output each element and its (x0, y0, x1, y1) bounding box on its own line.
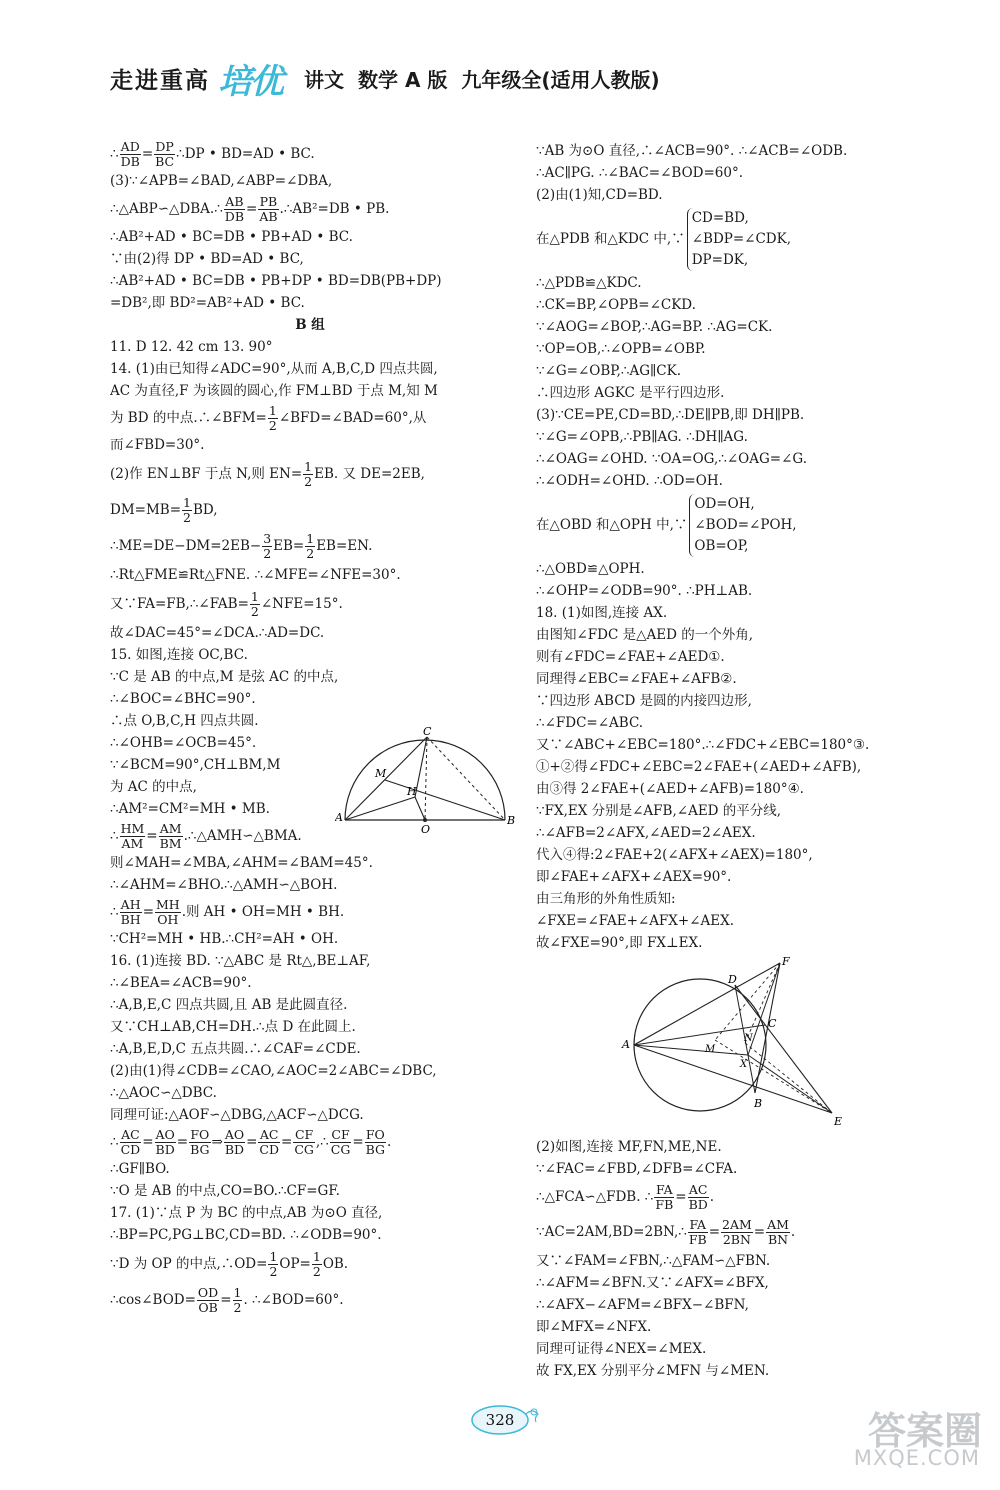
text-line: ∵∠G=∠OPB,∴PB∥AG. ∴DH∥AG. (536, 429, 748, 445)
text-line: ∵O 是 AB 的中点,CO=BO.∴CF=GF. (110, 1183, 340, 1199)
text-line: ∴cos∠BOD= $\frac{OD}{OB}$ = $\frac{1}{2}$ . ∴∠BOD=60°. (110, 1285, 344, 1315)
text-line: 又∵∠FAM=∠FBN,∴△FAM∽△FBN. (536, 1253, 771, 1269)
book-edition: 数学 A 版 (358, 67, 448, 92)
text-line: ∴ME=DE−DM=2EB− $\frac{3}{2}$ EB= $\frac{1}{2}$ EB=EN. (110, 531, 373, 561)
answers-11-13: 11. D 12. 42 cm 13. 90° (110, 339, 273, 355)
segment-co-dashed (425, 737, 427, 820)
text-line: ∴AM²=CM²=MH • MB. (110, 801, 270, 817)
text-line: ∴∠AFX−∠AFM=∠BFX−∠BFN, (536, 1297, 749, 1313)
text-line: ∴ $\frac{AD}{DB}$ = $\frac{DP}{BC}$ ∴DP • BD=AD • BC. (110, 139, 315, 169)
text-line: ∵∠FAC=∠FBD,∠DFB=∠CFA. (536, 1161, 738, 1177)
semicircle-figure (335, 725, 515, 835)
series-title: 走进重高 (110, 67, 210, 94)
text-line: ∴△ABP∽△DBA.∴ $\frac{AB}{DB}$ = $\frac{PB}{AB}$ .∴AB²=DB • PB. (110, 194, 390, 224)
text-line: ∴AB²+AD • BC=DB • PB+AD • BC. (110, 229, 353, 245)
label-e: E (834, 1115, 843, 1128)
label-o: O (421, 823, 431, 835)
text-line: ∴∠AFM=∠BFN.又∵∠AFX=∠BFX, (536, 1275, 769, 1291)
text-line: ∵∠AOG=∠BOP,∴AG=BP. ∴AG=CK. (536, 319, 773, 335)
text-line: ∴∠OHB=∠OCB=45°. (110, 735, 257, 751)
label-f: F (782, 955, 790, 968)
label-b: B (754, 1097, 763, 1110)
text-line: 则∠MAH=∠MBA,∠AHM=∠BAM=45°. (110, 855, 373, 871)
text-line: =DB²,即 BD²=AB²+AD • BC. (110, 295, 305, 311)
label-m: M (375, 767, 387, 780)
label-d: D (728, 973, 737, 986)
page-number: 328 (485, 1411, 515, 1429)
label-n: N (744, 1033, 753, 1044)
segment-af (634, 963, 780, 1045)
text-line: ∴∠AFB=2∠AFX,∠AED=2∠AEX. (536, 825, 756, 841)
text-line: 又∵∠ABC+∠EBC=180°.∴∠FDC+∠EBC=180°③. (536, 737, 870, 753)
watermark-url: MXQE.COM (853, 1446, 980, 1470)
text-line: ∴Rt△FME≌Rt△FNE. ∴∠MFE=∠NFE=30°. (110, 567, 401, 583)
text-line: 代入④得:2∠FAE+2(∠AFX+∠AEX)=180°, (536, 847, 813, 863)
group-heading: B 组 (295, 317, 325, 333)
text-line: 16. (1)连接 BD. ∵△ABC 是 Rt△,BE⊥AF, (110, 953, 371, 969)
text-line: 由三角形的外角性质知: (536, 891, 676, 907)
text-line: 同理可证:△AOF∽△DBG,△ACF∽△DCG. (110, 1107, 364, 1123)
text-line: ∵CH²=MH • HB.∴CH²=AH • OH. (110, 931, 339, 947)
text-line: ∵OP=OB,∴∠OPB=∠OBP. (536, 341, 706, 357)
text-line: ∵由(2)得 DP • BD=AD • BC, (110, 251, 304, 267)
text-line: (2)由(1)知,CD=BD. (536, 187, 663, 203)
label-m: M (705, 1044, 716, 1055)
text-line: ∴ $\frac{HM}{AM}$ = $\frac{AM}{BM}$ .∴△AMH∽△BMA. (110, 821, 302, 851)
text-line: ∴∠AHM=∠BHO.∴△AMH∽△BOH. (110, 877, 338, 893)
series-logo: 培优 (218, 61, 282, 102)
text-line: 同理可证得∠NEX=∠MEX. (536, 1341, 707, 1357)
text-line: 故∠FXE=90°,即 FX⊥EX. (536, 935, 703, 951)
text-line: ①+②得∠FDC+∠EBC=2∠FAE+(∠AED+∠AFB), (536, 759, 862, 775)
text-line: ∴ $\frac{AH}{BH}$ = $\frac{MH}{OH}$ .则 AH • OH=MH • BH. (110, 897, 345, 927)
text-line: ∴∠BOC=∠BHC=90°. (110, 691, 256, 707)
text-line: ∵FX,EX 分别是∠AFB,∠AED 的平分线, (536, 803, 782, 819)
label-c: C (423, 725, 432, 738)
segment-bm (385, 780, 505, 820)
text-line: 而∠FBD=30°. (110, 437, 205, 453)
text-line: ∴∠FDC=∠ABC. (536, 715, 644, 731)
text-line: 则有∠FDC=∠FAE+∠AED①. (536, 649, 725, 665)
text-line: 14. (1)由已知得∠ADC=90°,从而 A,B,C,D 四点共圆, (110, 361, 438, 377)
text-line: 同理得∠EBC=∠FAE+∠AFB②. (536, 671, 737, 687)
point-o (423, 818, 427, 822)
page-header (110, 58, 660, 102)
text-line: ∴∠OAG=∠OHD. ∵OA=OG,∴∠OAG=∠G. (536, 451, 807, 467)
text-line: AC 为直径,F 为该圆的圆心,作 FM⊥BD 于点 M,知 M (110, 383, 438, 399)
text-line: ∴A,B,E,D,C 五点共圆.∴∠CAF=∠CDE. (110, 1041, 361, 1057)
segment-ah (345, 797, 415, 820)
text-line: ∴△OBD≌△OPH. (536, 561, 645, 577)
text-line: ∴AC∥PG. ∴∠BAC=∠BOD=60°. (536, 165, 743, 181)
book-type: 讲文 (304, 67, 344, 92)
text-line: 即∠FAE+∠AFX+∠AEX=90°. (536, 869, 732, 885)
text-line: 即∠MFX=∠NFX. (536, 1319, 652, 1335)
segment-ho (415, 797, 425, 820)
label-a: A (622, 1038, 630, 1051)
text-line: ∴∠OHP=∠ODB=90°. ∴PH⊥AB. (536, 583, 753, 599)
text-line: DM=MB= $\frac{1}{2}$ BD, (110, 495, 218, 525)
label-x: X (740, 1059, 748, 1070)
text-line: ∵AC=2AM,BD=2BN,∴ $\frac{FA}{FB}$ = $\frac{2AM}{2BN}$ = $\frac{AM}{BN}$ . (536, 1217, 796, 1247)
text-line: ∴△AOC∽△DBC. (110, 1085, 217, 1101)
text-line: ∴AB²+AD • BC=DB • PB+DP • BD=DB(PB+DP) (110, 273, 442, 289)
text-line: (2)由(1)得∠CDB=∠CAO,∠AOC=2∠ABC=∠DBC, (110, 1063, 437, 1079)
text-line: ∴CK=BP,∠OPB=∠CKD. (536, 297, 696, 313)
text-line: ∠FXE=∠FAE+∠AFX+∠AEX. (536, 913, 735, 929)
label-h: H (407, 785, 417, 798)
text-line: 由③得 2∠FAE+(∠AED+∠AFB)=180°④. (536, 781, 804, 797)
text-line: ∵D 为 OP 的中点,∴OD= $\frac{1}{2}$ OP= $\frac{1}{2}$ OB. (110, 1249, 349, 1279)
text-line: 故∠DAC=45°=∠DCA.∴AD=DC. (110, 625, 325, 641)
text-line: ∴GF∥BO. (110, 1161, 170, 1177)
text-line: 又∵CH⊥AB,CH=DH.∴点 D 在此圆上. (110, 1019, 356, 1035)
segment-ch (415, 737, 427, 797)
label-a: A (335, 811, 343, 824)
text-line: ∴△PDB≌△KDC. (536, 275, 642, 291)
text-line: ∵AB 为⊙O 直径,∴∠ACB=90°. ∴∠ACB=∠ODB. (536, 143, 848, 159)
right-column (536, 140, 956, 1382)
fraction-chain: ∴ $\frac{AC}{CD}$ = $\frac{AO}{BD}$ = $\frac{FO}{BG}$ ⇒ $\frac{AO}{BD}$ = $\frac{AC}{CD}$ = $\frac{CF}{CG}$ ,∴ $\frac{CF}{CG}$ = $\frac{FO}{BG}$ . (110, 1127, 392, 1157)
text-line: ∴∠BEA=∠ACB=90°. (110, 975, 252, 991)
text-line: 15. 如图,连接 OC,BC. (110, 647, 248, 663)
brace-system: 在△OBD 和△OPH 中,∵ OD=OH, ∠BOD=∠POH, OB=OP, (536, 492, 956, 558)
text-line: ∵C 是 AB 的中点,M 是弦 AC 的中点, (110, 669, 339, 685)
text-line: ∵∠G=∠OBP,∴AG∥CK. (536, 363, 681, 379)
text-line: 为 AC 的中点, (110, 779, 197, 795)
text-line: ∴∠ODH=∠OHD. ∴OD=OH. (536, 473, 723, 489)
text-line: ∴点 O,B,C,H 四点共圆. (110, 713, 259, 729)
semicircle-arc (345, 740, 505, 820)
text-line: 17. (1)∵点 P 为 BC 的中点,AB 为⊙O 直径, (110, 1205, 383, 1221)
book-grade: 九年级全(适用人教版) (461, 67, 660, 92)
text-line: ∵∠BCM=90°,CH⊥BM,M (110, 757, 281, 773)
text-line: ∴△FCA∽△FDB. ∴ $\frac{FA}{FB}$ = $\frac{AC}{BD}$ . (536, 1182, 715, 1212)
label-b: B (507, 814, 515, 827)
text-line: 故 FX,EX 分别平分∠MFN 与∠MEN. (536, 1363, 770, 1379)
page-number-badge (470, 1402, 542, 1438)
text-line: 由图知∠FDC 是△AED 的一个外角, (536, 627, 754, 643)
label-c: C (768, 1017, 777, 1030)
text-line: ∴A,B,E,C 四点共圆,且 AB 是此圆直径. (110, 997, 348, 1013)
text-line: ∴BP=PC,PG⊥BC,CD=BD. ∴∠ODB=90°. (110, 1227, 382, 1243)
text-line: (3)∵CE=PE,CD=BD,∴DE∥PB,即 DH∥PB. (536, 407, 805, 423)
watermark-logo: 答案圈 (867, 1409, 982, 1453)
text-line: 又∵FA=FB,∴∠FAB= $\frac{1}{2}$ ∠NFE=15°. (110, 589, 343, 619)
circle-figure (620, 955, 850, 1130)
text-line: ∴四边形 AGKC 是平行四边形. (536, 385, 725, 401)
text-line: (2)作 EN⊥BF 于点 N,则 EN= $\frac{1}{2}$ EB. 又 DE=2EB, (110, 459, 425, 489)
text-line: ∵四边形 ABCD 是圆的内接四边形, (536, 693, 752, 709)
segment-ed (735, 985, 832, 1113)
text-line: (2)如图,连接 MF,FN,ME,NE. (536, 1139, 722, 1155)
text-line: 18. (1)如图,连接 AX. (536, 605, 668, 621)
brace-system: 在△PDB 和△KDC 中,∵ CD=BD, ∠BDP=∠CDK, DP=DK, (536, 206, 956, 272)
text-line: (3)∵∠APB=∠BAD,∠ABP=∠DBA, (110, 173, 333, 189)
text-line: 为 BD 的中点.∴∠BFM= $\frac{1}{2}$ ∠BFD=∠BAD=60°,从 (110, 403, 427, 433)
